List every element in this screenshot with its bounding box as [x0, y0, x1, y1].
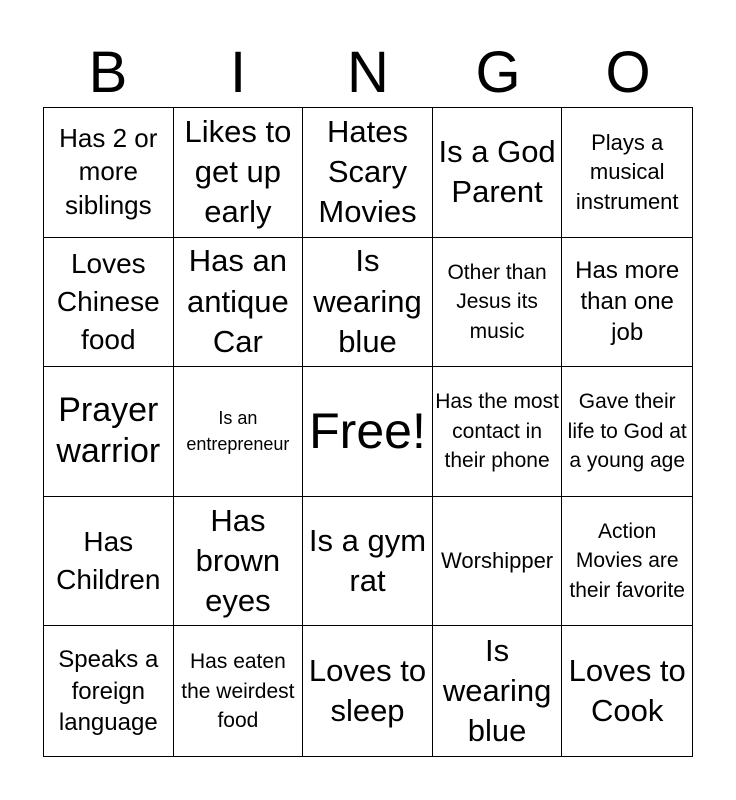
header-letter-i: I [229, 40, 247, 105]
bingo-cell[interactable] [303, 238, 433, 368]
cell-text: Has more than one job [575, 257, 680, 347]
bingo-cell[interactable] [174, 626, 304, 756]
cell-text: Is wearing blue [442, 632, 552, 749]
bingo-cell[interactable] [303, 626, 433, 756]
header-letter-o: O [605, 40, 651, 105]
bingo-cell[interactable] [174, 108, 304, 238]
cell-text: Prayer warrior [56, 391, 161, 471]
bingo-cell[interactable] [44, 238, 174, 368]
cell-text: Other than Jesus its music [447, 260, 547, 343]
cell-text: Has 2 or more siblings [59, 122, 158, 221]
cell-text: Speaks a foreign language [58, 646, 159, 736]
free-space-text: Free! [309, 403, 426, 460]
bingo-cell[interactable] [433, 108, 563, 238]
header-letter-g: G [475, 40, 521, 105]
bingo-cell[interactable] [303, 108, 433, 238]
cell-text: Is an entrepreneur [186, 408, 290, 455]
cell-text: Hates Scary Movies [318, 113, 417, 230]
bingo-cell[interactable] [174, 497, 304, 627]
cell-text: Is a gym rat [308, 522, 427, 599]
bingo-cell[interactable] [44, 108, 174, 238]
bingo-cell[interactable] [433, 497, 563, 627]
free-space-cell[interactable] [303, 367, 433, 497]
bingo-cell[interactable] [562, 626, 692, 756]
cell-text: Has Children [56, 526, 161, 596]
cell-text: Is a God Parent [438, 134, 556, 210]
cell-text: Loves Chinese food [56, 248, 160, 355]
cell-text: Likes to get up early [184, 113, 292, 230]
header-letter-b: B [88, 40, 128, 105]
bingo-cell[interactable] [562, 367, 692, 497]
bingo-cell[interactable] [174, 367, 304, 497]
bingo-cell[interactable] [433, 238, 563, 368]
bingo-header [43, 40, 693, 106]
bingo-cell[interactable] [303, 497, 433, 627]
bingo-cell[interactable] [562, 108, 692, 238]
cell-text: Has an antique Car [187, 243, 289, 360]
bingo-cell[interactable] [44, 497, 174, 627]
cell-text: Plays a musical instrument [575, 129, 679, 215]
bingo-card-grid [43, 107, 693, 757]
bingo-cell[interactable] [174, 238, 304, 368]
bingo-cell[interactable] [562, 238, 692, 368]
bingo-cell[interactable] [562, 497, 692, 627]
cell-text: Has the most contact in their phone [435, 390, 559, 473]
cell-text: Loves to sleep [308, 652, 427, 729]
bingo-cell[interactable] [433, 367, 563, 497]
cell-text: Action Movies are their favorite [569, 520, 685, 602]
cell-text: Worshipper [441, 548, 554, 574]
cell-text: Gave their life to God at a young age [567, 390, 687, 473]
header-letter-n: N [347, 40, 389, 105]
cell-text: Has eaten the weirdest food [181, 650, 295, 732]
bingo-cell[interactable] [44, 626, 174, 756]
cell-text: Loves to Cook [568, 652, 686, 729]
bingo-cell[interactable] [44, 367, 174, 497]
cell-text: Has brown eyes [195, 502, 281, 619]
bingo-cell[interactable] [433, 626, 563, 756]
cell-text: Is wearing blue [313, 243, 422, 360]
